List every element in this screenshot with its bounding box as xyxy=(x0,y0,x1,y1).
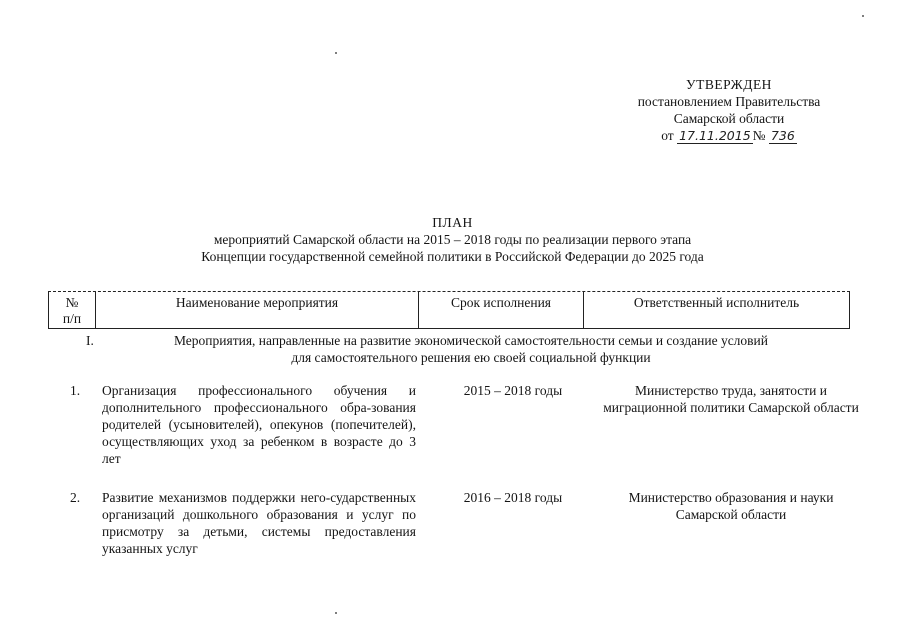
title-line-2: Концепции государственной семейной политики в Российской Федерации до 2025 года xyxy=(201,249,704,264)
approval-block xyxy=(609,76,849,144)
row-number: 2. xyxy=(70,490,81,505)
approval-line-2: Самарской области xyxy=(673,111,785,126)
approval-heading: УТВЕРЖДЕН xyxy=(686,77,772,92)
number-prefix: № xyxy=(752,128,766,143)
title-main: ПЛАН xyxy=(432,215,473,230)
row-term: 2016 – 2018 годы xyxy=(463,490,563,505)
approval-line-1: постановлением Правительства xyxy=(637,94,821,109)
row-term: 2015 – 2018 годы xyxy=(463,383,563,398)
section-title xyxy=(126,332,816,366)
scan-speck xyxy=(335,612,337,614)
approval-date-line xyxy=(609,127,849,144)
handwritten-date: 17.11.2015 xyxy=(679,128,751,143)
header-responsible: Ответственный исполнитель xyxy=(633,295,800,310)
section-title-line-1: Мероприятия, направленные на развитие экономической самостоятельности семьи и создание условий xyxy=(173,333,768,348)
title-line-1: мероприятий Самарской области на 2015 – 2018 годы по реализации первого этапа xyxy=(213,232,692,247)
section-title-line-2: для самостоятельного решения ею своей социальной функции xyxy=(291,350,651,365)
row-responsible: Министерство труда, занятости и миграционной политики Самарской области xyxy=(603,383,859,415)
scan-speck xyxy=(335,52,337,54)
row-activity-name: Организация профессионального обучения и дополнительного профессионального обра-зования родителей (усыновителей), опекунов (попечителей), осуществляющих уход за ребенком в возрасте до 3 лет xyxy=(102,383,416,466)
row-activity-name: Развитие механизмов поддержки него-сударственных организаций дошкольного образования и услуг по присмотру за детьми, системы предоставления указанных услуг xyxy=(102,490,416,556)
header-num-line-2: п/п xyxy=(62,311,82,326)
header-term: Срок исполнения xyxy=(419,292,584,328)
section-heading xyxy=(48,332,850,366)
header-num-line-1: № xyxy=(65,295,79,310)
scan-speck xyxy=(862,15,864,17)
row-number: 1. xyxy=(70,383,81,398)
table-header xyxy=(48,291,850,329)
document-title xyxy=(0,214,905,265)
row-responsible: Министерство образования и науки Самарской области xyxy=(628,490,834,522)
header-num xyxy=(49,292,96,328)
date-prefix: от xyxy=(661,128,674,143)
header-name: Наименование мероприятия xyxy=(96,292,419,328)
section-number: I. xyxy=(86,333,94,348)
handwritten-number: 736 xyxy=(770,128,795,143)
